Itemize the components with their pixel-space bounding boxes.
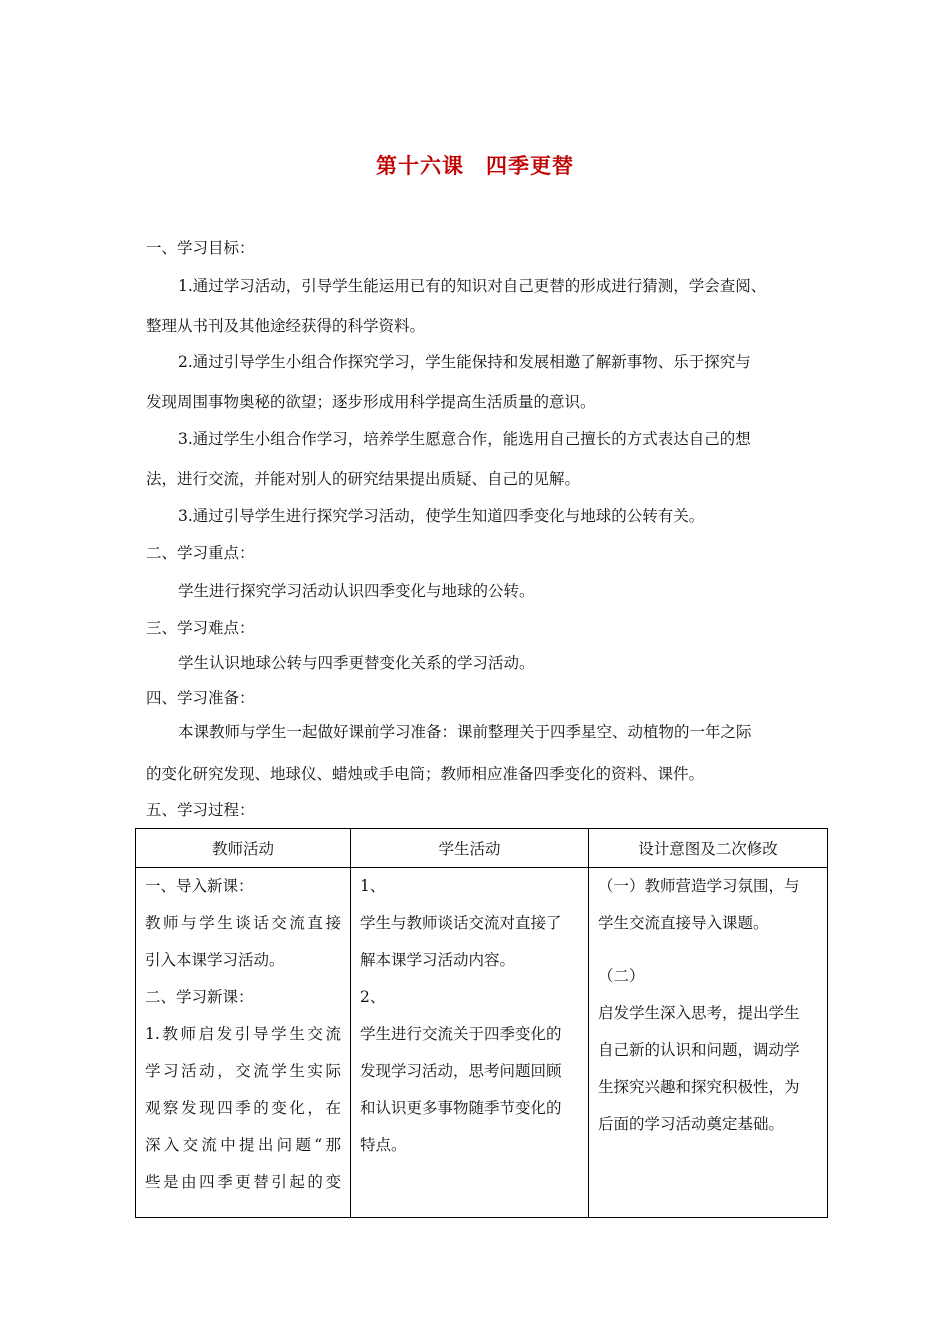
preparation-line-2: 的变化研究发现、地球仪、蜡烛或手电筒；教师相应准备四季变化的资料、课件。 <box>146 765 705 783</box>
design-line: 自己新的认识和问题，调动学 <box>598 1041 800 1059</box>
student-line: 发现学习活动，思考问题回顾 <box>360 1062 562 1080</box>
student-line: 学生与教师谈话交流对直接了 <box>360 914 562 932</box>
lesson-title <box>0 150 950 180</box>
goal-3-line-1: 3.通过学生小组合作学习，培养学生愿意合作，能选用自己擅长的方式表达自己的想 <box>178 430 751 448</box>
student-line: 和认识更多事物随季节变化的 <box>360 1099 562 1117</box>
design-line: 生探究兴趣和探究积极性，为 <box>598 1078 800 1096</box>
teacher-line: 深入交流中提出问题“那 <box>145 1136 341 1154</box>
lesson-number: 第十六课 <box>376 153 464 178</box>
design-line: 后面的学习活动奠定基础。 <box>598 1115 785 1133</box>
design-intent-cell <box>589 868 828 1218</box>
student-line: 2、 <box>360 988 386 1006</box>
teacher-line: 些是由四季更替引起的变 <box>145 1173 341 1191</box>
teacher-line: 教师与学生谈话交流直接 <box>145 914 341 932</box>
preparation-heading: 四、学习准备： <box>146 689 255 707</box>
teacher-line: 引入本课学习活动。 <box>145 951 285 969</box>
lesson-topic: 四季更替 <box>486 153 574 178</box>
column-header-student: 学生活动 <box>351 829 589 868</box>
table-header-row <box>136 829 828 868</box>
difficulties-text: 学生认识地球公转与四季更替变化关系的学习活动。 <box>178 654 535 672</box>
design-line <box>598 948 818 958</box>
column-header-design: 设计意图及二次修改 <box>589 829 828 868</box>
goal-2-line-2: 发现周围事物奥秘的欲望；逐步形成用科学提高生活质量的意识。 <box>146 393 596 411</box>
goals-heading: 一、学习目标： <box>146 239 255 257</box>
student-activity-cell <box>351 868 589 1218</box>
teacher-line: 观察发现四季的变化，在 <box>145 1099 341 1117</box>
design-line: （一）教师营造学习氛围，与 <box>598 877 800 895</box>
design-line: （二） <box>598 967 645 985</box>
preparation-line-1: 本课教师与学生一起做好课前学习准备：课前整理关于四季星空、动植物的一年之际 <box>178 723 752 741</box>
student-line: 特点。 <box>360 1136 407 1154</box>
teacher-line: 一、导入新课： <box>145 877 254 895</box>
goal-4: 3.通过引导学生进行探究学习活动，使学生知道四季变化与地球的公转有关。 <box>178 507 705 525</box>
column-header-teacher: 教师活动 <box>136 829 351 868</box>
goal-1-line-1: 1.通过学习活动，引导学生能运用已有的知识对自己更替的形成进行猜测，学会查阅、 <box>178 277 767 295</box>
teacher-line: 学习活动，交流学生实际 <box>145 1062 341 1080</box>
table-row <box>136 868 828 1218</box>
goal-3-line-2: 法，进行交流，并能对别人的研究结果提出质疑、自己的见解。 <box>146 470 581 488</box>
teacher-line: 二、学习新课： <box>145 988 254 1006</box>
difficulties-heading: 三、学习难点： <box>146 619 255 637</box>
process-heading: 五、学习过程： <box>146 801 255 819</box>
teacher-activity-cell <box>136 868 351 1218</box>
key-points-text: 学生进行探究学习活动认识四季变化与地球的公转。 <box>178 582 535 600</box>
design-line: 启发学生深入思考，提出学生 <box>598 1004 800 1022</box>
teacher-line: 1.教师启发引导学生交流 <box>145 1025 341 1043</box>
goal-2-line-1: 2.通过引导学生小组合作探究学习，学生能保持和发展相邀了解新事物、乐于探究与 <box>178 353 751 371</box>
student-line: 学生进行交流关于四季变化的 <box>360 1025 562 1043</box>
process-table <box>135 828 828 1218</box>
student-line: 1、 <box>360 877 386 895</box>
key-points-heading: 二、学习重点： <box>146 544 255 562</box>
goal-1-line-2: 整理从书刊及其他途经获得的科学资料。 <box>146 317 426 335</box>
student-line: 解本课学习活动内容。 <box>360 951 516 969</box>
design-line: 学生交流直接导入课题。 <box>598 914 769 932</box>
